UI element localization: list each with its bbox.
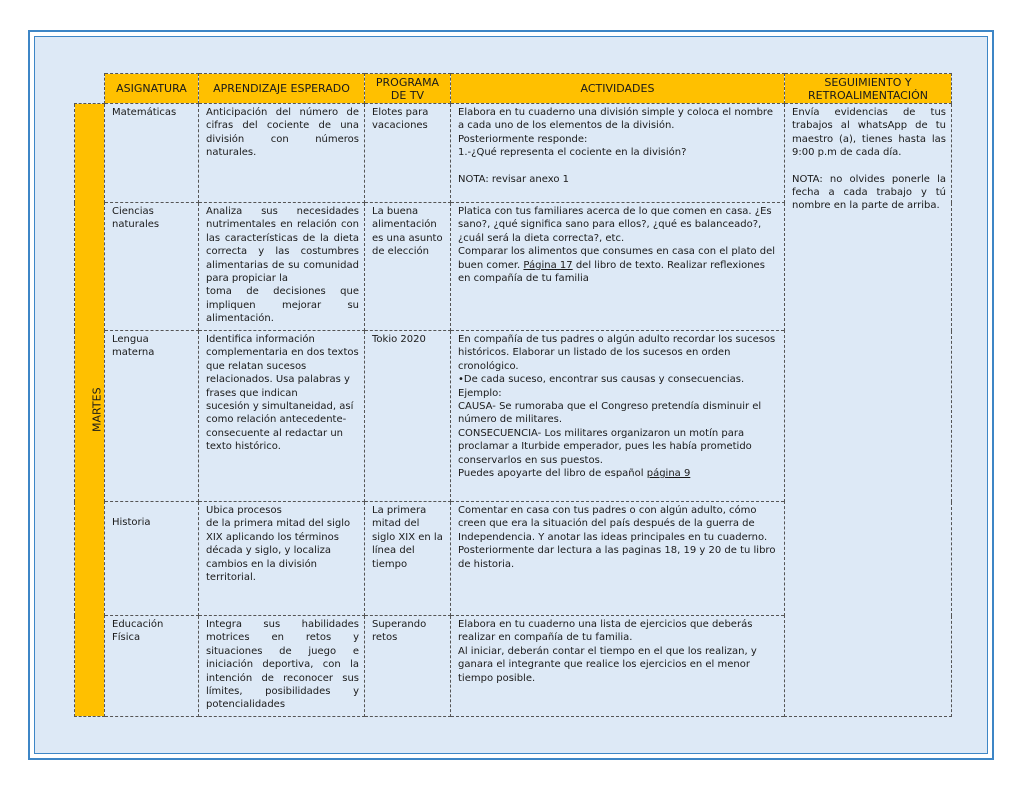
activities-cell <box>451 203 785 331</box>
learning-cell <box>199 502 365 616</box>
table-row <box>75 104 952 203</box>
activity-text-part: Comparar los alimentos que consumes en casa con el plato del buen comer. <box>458 246 776 271</box>
spacer <box>792 160 946 173</box>
subject-cell: Educación Física <box>105 616 199 717</box>
weekly-plan-table <box>74 73 952 717</box>
activity-text: CONSECUENCIA- Los militares organizaron un motín para proclamar a Iturbide emperador, pues les había prometido conservarlos en sus puestos. <box>458 427 752 466</box>
subject-cell: Ciencias naturales <box>105 203 199 331</box>
header-seguimiento: SEGUIMIENTO Y RETROALIMENTACIÓN <box>785 74 952 104</box>
activity-text: Platica con tus familiares acerca de lo que comen en casa. ¿Es sano?, ¿qué significa sano para ellos?, ¿qué es balanceado?, ¿cuál será la dieta correcta?, etc. <box>458 206 772 244</box>
learning-text: Ubica procesos <box>206 505 282 516</box>
subject-cell: Matemáticas <box>105 104 199 203</box>
activity-text: Al iniciar, deberán contar el tiempo en el que los realizan, y ganara el integrante que realice los ejercicios en el menor tiempo posible. <box>458 645 757 684</box>
activity-text-part: Puedes apoyarte del libro de español <box>458 468 647 480</box>
activity-text-part: del libro de texto. Realizar reflexiones en compañía de tu familia <box>458 259 765 285</box>
learning-cell <box>199 331 365 502</box>
header-actividades: ACTIVIDADES <box>451 74 785 104</box>
activity-text <box>458 245 779 285</box>
activity-text: •De cada suceso, encontrar sus causas y consecuencias. <box>458 374 745 386</box>
header-row <box>75 74 952 104</box>
activity-text: 1.-¿Qué representa el cociente en la división? <box>458 147 687 159</box>
activity-text: Posteriormente responde: <box>458 133 588 145</box>
subject-cell: Historia <box>105 502 199 616</box>
activity-text: En compañía de tus padres o algún adulto recordar los sucesos históricos. Elaborar un listado de los sucesos en orden cronológico. <box>458 334 776 372</box>
activity-text: Comentar en casa con tus padres o con algún adulto, cómo creen que era la situación del país después de la guerra de Independencia. Y anotar las ideas principales en tu cuaderno. Posteriormente dar lectura a las paginas 18, 19 y 20 de tu libro de historia. <box>458 505 776 570</box>
activity-text: CAUSA- Se rumoraba que el Congreso pretendía disminuir el número de militares. <box>458 401 762 426</box>
activity-note: NOTA: revisar anexo 1 <box>458 173 569 185</box>
program-cell: La primera mitad del siglo XIX en la línea del tiempo <box>365 502 451 616</box>
header-aprendizaje: APRENDIZAJE ESPERADO <box>199 74 365 104</box>
learning-text: Analiza sus necesidades nutrimentales en relación con las características de la dieta correcta y las costumbres alimentarias de su comunidad para propiciar la <box>206 206 359 285</box>
page-link[interactable]: Página 17 <box>523 259 573 271</box>
seguimiento-cell <box>785 104 952 717</box>
activity-text: Elabora en tu cuaderno una división simple y coloca el nombre a cada uno de los elementos de la división. <box>458 107 773 132</box>
learning-cell <box>199 203 365 331</box>
spacer <box>458 160 779 173</box>
header-corner <box>75 74 105 104</box>
learning-text: sucesión y simultaneidad, así como relación antecedente-consecuente al redactar un texto histórico. <box>206 401 354 453</box>
learning-text: Identifica información complementaria en dos textos que relatan sucesos relacionados. Usa palabras y frases que indican <box>206 334 359 399</box>
day-label: MARTES <box>90 387 104 432</box>
program-cell: La buena alimentación es una asunto de elección <box>365 203 451 331</box>
learning-text: toma de decisiones que impliquen mejorar su alimentación. <box>206 286 359 325</box>
learning-cell: Anticipación del número de cifras del cociente de una división con números naturales. <box>199 104 365 203</box>
program-cell: Elotes para vacaciones <box>365 104 451 203</box>
learning-cell: Integra sus habilidades motrices en retos y situaciones de juego e iniciación deportiva, con la intención de reconocer sus límites, posibilidades y potencialidades <box>199 616 365 717</box>
day-cell <box>75 104 105 717</box>
header-asignatura: ASIGNATURA <box>105 74 199 104</box>
activity-text: Ejemplo: <box>458 387 502 399</box>
activity-text: Elabora en tu cuaderno una lista de ejercicios que deberás realizar en compañía de tu familia. <box>458 619 753 644</box>
activities-cell <box>451 104 785 203</box>
activities-cell <box>451 616 785 717</box>
page-link[interactable]: página 9 <box>646 468 691 480</box>
seguimiento-text: Envía evidencias de tus trabajos al whatsApp de tu maestro (a), tienes hasta las 9:00 p.m de cada día. <box>792 107 946 159</box>
program-cell: Superando retos <box>365 616 451 717</box>
seguimiento-note: NOTA: no olvides ponerle la fecha a cada trabajo y tú nombre en la parte de arriba. <box>792 173 946 212</box>
subject-cell: Lengua materna <box>105 331 199 502</box>
activities-cell <box>451 502 785 616</box>
activity-text <box>458 467 779 480</box>
activities-cell <box>451 331 785 502</box>
header-programa: PROGRAMA DE TV <box>365 74 451 104</box>
learning-text: de la primera mitad del siglo XIX aplicando los términos década y siglo, y localiza cambios en la división territorial. <box>206 518 351 584</box>
program-cell: Tokio 2020 <box>365 331 451 502</box>
